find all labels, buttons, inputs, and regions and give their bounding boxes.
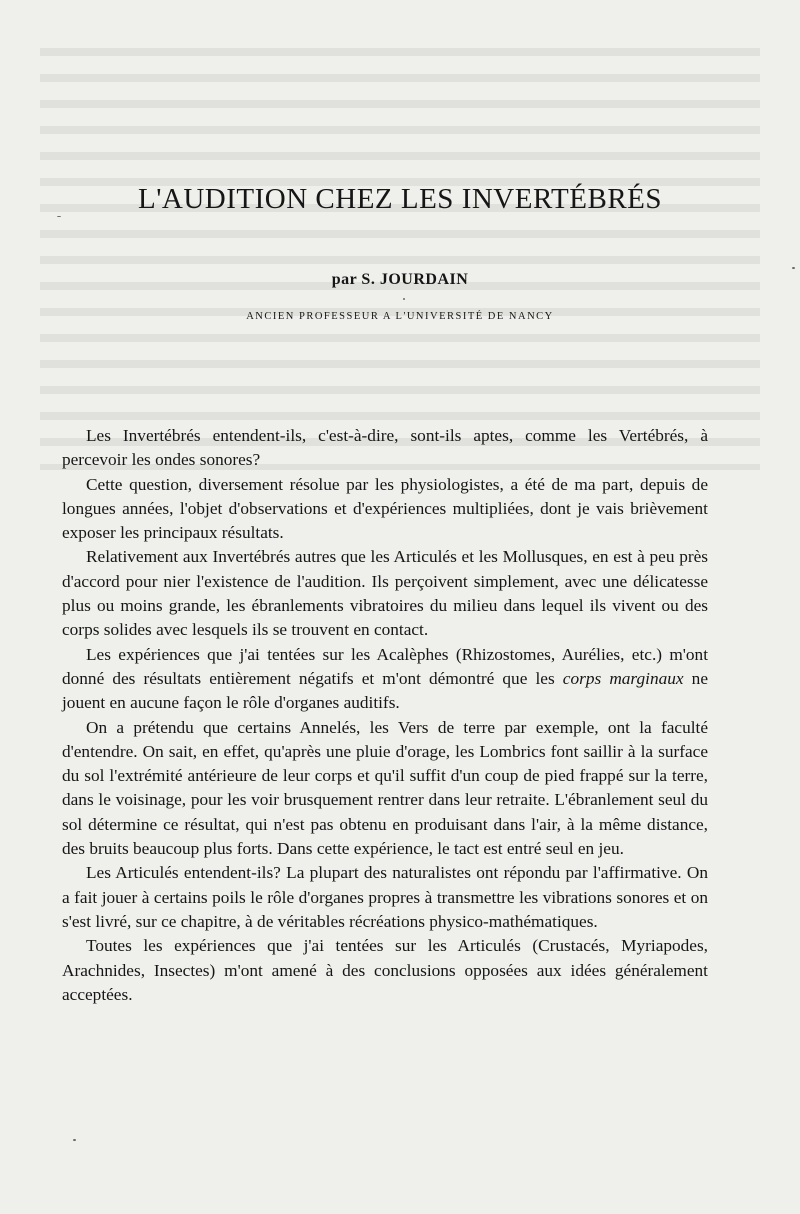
scan-speck <box>792 267 795 269</box>
scan-speck <box>57 216 61 217</box>
paragraph: Relativement aux Invertébrés autres que les Articulés et les Mollusques, en est à peu près d'accord pour nier l'existence de l'audition. Ils perçoivent simplement, avec une délicatesse plus ou moins grande, les ébranlements vibratoires du milieu dans lequel ils vivent ou des corps solides avec lesquels ils se trouvent en contact. <box>62 547 708 640</box>
paragraph-text: ne jouent en aucune façon le rôle d'organes auditifs. <box>62 668 708 713</box>
article-body <box>62 424 708 1007</box>
paragraph: Toutes les expériences que j'ai tentées sur les Articulés (Crustacés, Myriapodes, Arachnides, Insectes) m'ont amené à des conclusions opposées aux idées généralement acceptées. <box>62 936 708 1004</box>
paragraph: Les Invertébrés entendent-ils, c'est-à-dire, sont-ils aptes, comme les Vertébrés, à percevoir les ondes sonores? <box>62 426 708 470</box>
paragraph: On a prétendu que certains Annelés, les Vers de terre par exemple, ont la faculté d'entendre. On sait, en effet, qu'après une pluie d'orage, les Lombrics font saillir à la surface du sol l'extrémité antérieure de leur corps et qu'il suffit d'un coup de pied frappé sur la terre, dans le voisinage, pour les voir brusquement rentrer dans leur retraite. L'ébranlement seul du sol détermine ce résultat, qui n'est pas obtenu en produisant dans l'air, à la même distance, des bruits beaucoup plus forts. Dans cette expérience, le tact est entré seul en jeu. <box>62 717 708 859</box>
paragraph-text: Les expériences que j'ai tentées sur les Acalèphes (Rhizostomes, Aurélies, etc.) m'ont donné des résultats entièrement négatifs et m'ont démontré que les <box>62 644 708 688</box>
paragraph: Cette question, diversement résolue par les physiologistes, a été de ma part, depuis de longues années, l'objet d'observations et d'expériences multipliées, dont je vais brièvement exposer les principaux résultats. <box>62 474 708 543</box>
bleed-through-texture <box>40 40 760 470</box>
scan-speck <box>73 1139 76 1141</box>
paragraph <box>62 643 708 716</box>
scan-speck <box>403 298 405 300</box>
article-title: L'AUDITION CHEZ LES INVERTÉBRÉS <box>137 183 663 215</box>
author-byline: par S. JOURDAIN <box>331 271 469 288</box>
emphasis-text: corps marginaux <box>562 668 684 688</box>
paragraph: Les Articulés entendent-ils? La plupart des naturalistes ont répondu par l'affirmative. On a fait jouer à certains poils le rôle d'organes propres à transmettre les vibrations sonores et on s'est livré, sur ce chapitre, à de véritables récréations physico-mathématiques. <box>62 863 708 931</box>
author-affiliation: ANCIEN PROFESSEUR A L'UNIVERSITÉ DE NANCY <box>246 311 554 322</box>
